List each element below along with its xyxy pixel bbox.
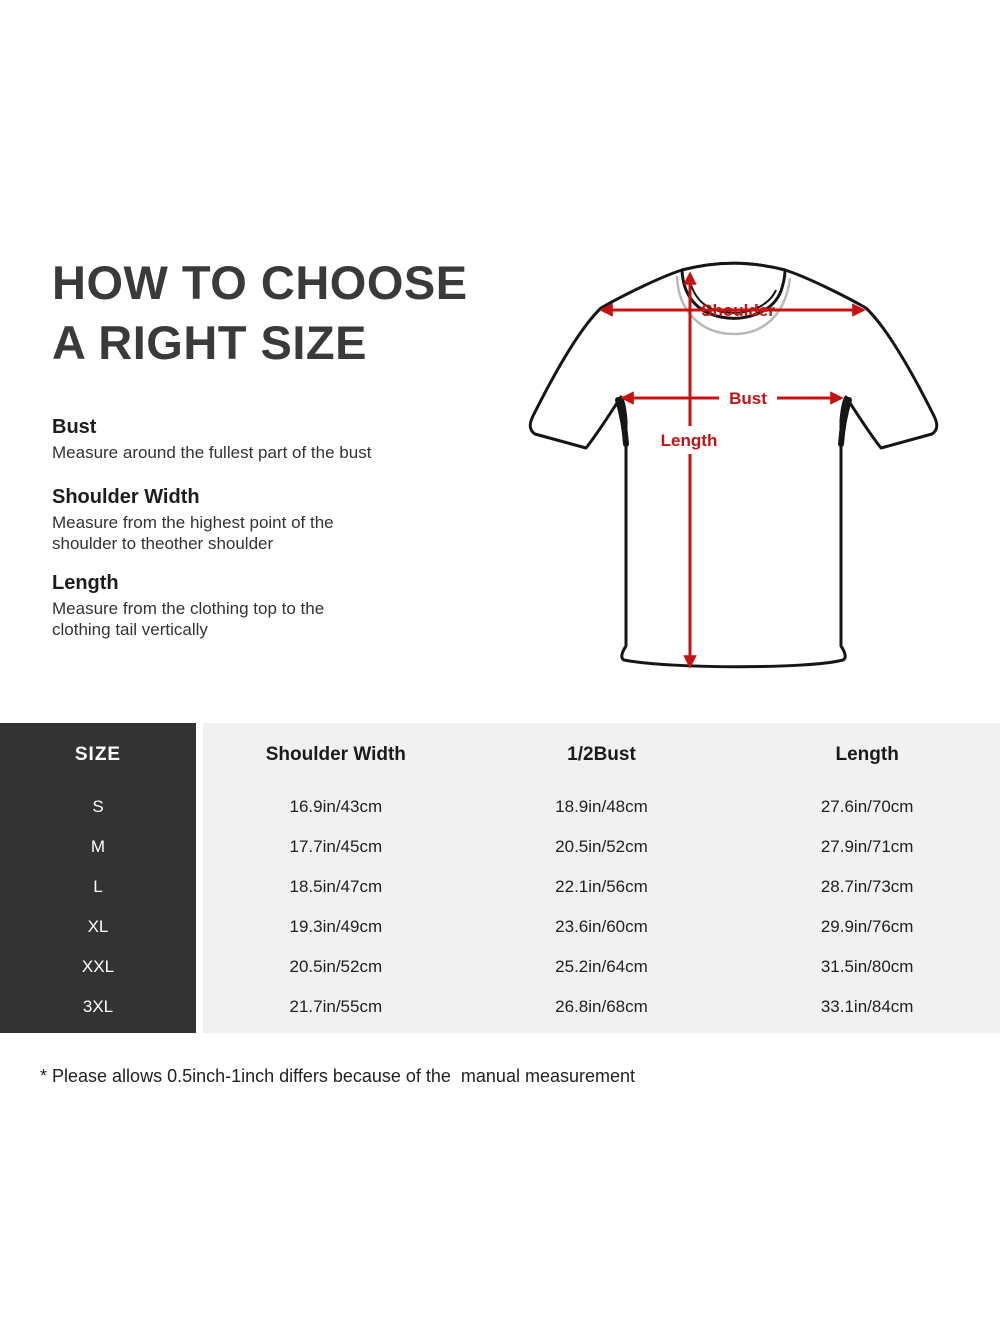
cell-m-shoulder: 17.7in/45cm [289, 837, 383, 856]
measure-item-length [52, 571, 472, 640]
measure-item-bust-heading: Bust [52, 416, 97, 438]
size-column-header: SIZE [74, 744, 122, 765]
page-title-line-1: HOW TO CHOOSE [52, 256, 468, 309]
measure-item-shoulder-desc-line: Measure from the highest point of the [52, 513, 334, 532]
cell-xl-shoulder: 19.3in/49cm [289, 917, 383, 936]
size-label-xxl: XXL [81, 957, 115, 976]
tshirt-outline [530, 263, 937, 667]
measure-item-length-heading: Length [52, 572, 119, 594]
cell-3xl-half-bust: 26.8in/68cm [555, 997, 648, 1016]
column-header-length: Length [835, 744, 899, 765]
measure-item-shoulder-desc-line: shoulder to theother shoulder [52, 533, 274, 553]
measure-item-bust-desc [52, 443, 472, 464]
size-table-data-grid [203, 723, 1000, 1033]
cell-s-length: 27.6in/70cm [820, 797, 914, 816]
size-label-m: M [90, 837, 106, 856]
cell-s-shoulder: 16.9in/43cm [289, 797, 383, 816]
cell-xxl-half-bust: 25.2in/64cm [555, 957, 648, 976]
measure-item-bust [52, 415, 472, 464]
cell-xxl-shoulder: 20.5in/52cm [289, 957, 383, 976]
measure-item-length-desc [52, 599, 472, 640]
measure-item-shoulder-width [52, 485, 472, 554]
size-table-size-column [0, 723, 196, 1033]
bust-arrow-label: Bust [729, 389, 767, 408]
measure-item-length-desc-line: clothing tail vertically [52, 619, 208, 639]
cell-l-half-bust: 22.1in/56cm [555, 877, 648, 896]
cell-xl-half-bust: 23.6in/60cm [555, 917, 648, 936]
page-title-line-2: A RIGHT SIZE [52, 316, 367, 369]
cell-xxl-length: 31.5in/80cm [820, 957, 914, 976]
measure-item-bust-desc-line: Measure around the fullest part of the bust [52, 443, 372, 462]
measure-item-length-desc-line: Measure from the clothing top to the [52, 599, 325, 618]
length-arrow-label: Length [660, 431, 718, 450]
page-title [52, 253, 468, 373]
tshirt-diagram-icon [510, 250, 970, 690]
cell-m-length: 27.9in/71cm [820, 837, 914, 856]
cell-l-length: 28.7in/73cm [820, 877, 914, 896]
size-label-3xl: 3XL [82, 997, 114, 1016]
cell-m-half-bust: 20.5in/52cm [555, 837, 648, 856]
column-header-half-bust: 1/2Bust [567, 744, 636, 765]
measure-item-shoulder-desc [52, 513, 472, 554]
measure-item-shoulder-heading: Shoulder Width [52, 486, 200, 508]
size-label-xl: XL [87, 917, 109, 936]
cell-s-half-bust: 18.9in/48cm [555, 797, 648, 816]
column-header-shoulder-width: Shoulder Width [265, 744, 406, 765]
shoulder-arrow-label: Shoulder [701, 301, 775, 320]
cell-xl-length: 29.9in/76cm [820, 917, 914, 936]
cell-l-shoulder: 18.5in/47cm [289, 877, 383, 896]
measurement-disclaimer: * Please allows 0.5inch-1inch differs because of the manual measurement [40, 1066, 636, 1086]
size-label-s: S [92, 797, 104, 816]
cell-3xl-length: 33.1in/84cm [820, 997, 914, 1016]
cell-3xl-shoulder: 21.7in/55cm [289, 997, 383, 1016]
size-label-l: L [93, 877, 103, 896]
